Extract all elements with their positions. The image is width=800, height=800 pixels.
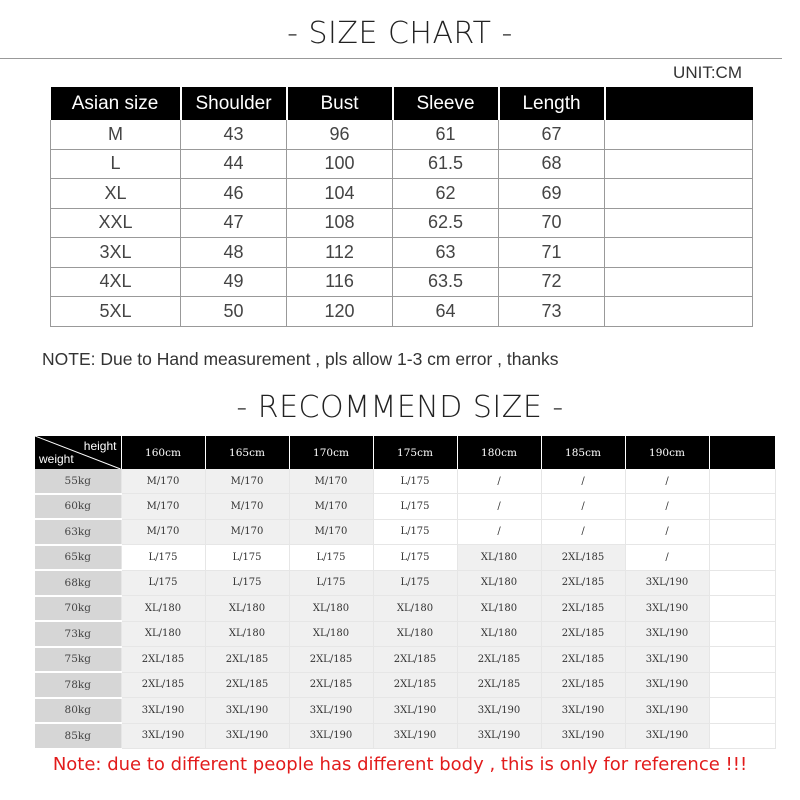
- recommend-value-cell: 3XL/190: [625, 698, 709, 724]
- recommend-value-cell: [709, 621, 775, 647]
- size-label-cell: 3XL: [51, 238, 181, 268]
- size-chart-table: [50, 87, 753, 327]
- recommend-value-cell: M/170: [205, 469, 289, 494]
- weight-label-cell: 73kg: [35, 621, 121, 647]
- recommend-value-cell: [709, 494, 775, 520]
- recommend-value-cell: 2XL/185: [205, 647, 289, 673]
- recommend-value-cell: 3XL/190: [289, 698, 373, 724]
- recommend-value-cell: [709, 596, 775, 622]
- recommend-value-cell: M/170: [121, 519, 205, 545]
- recommend-value-cell: M/170: [289, 519, 373, 545]
- size-value-cell: 64: [393, 297, 499, 327]
- size-value-cell: 68: [499, 149, 605, 179]
- size-value-cell: 70: [499, 208, 605, 238]
- recommend-value-cell: XL/180: [121, 596, 205, 622]
- recommend-value-cell: /: [625, 469, 709, 494]
- recommend-value-cell: /: [457, 519, 541, 545]
- recommend-value-cell: L/175: [289, 545, 373, 571]
- table-row: [35, 545, 775, 571]
- size-value-cell: 104: [287, 179, 393, 209]
- recommend-value-cell: L/175: [373, 545, 457, 571]
- size-label-cell: 5XL: [51, 297, 181, 327]
- recommend-value-cell: L/175: [373, 519, 457, 545]
- recommend-value-cell: XL/180: [205, 596, 289, 622]
- size-value-cell: 96: [287, 120, 393, 149]
- unit-label: UNIT:CM: [673, 63, 742, 82]
- recommend-value-cell: 3XL/190: [121, 723, 205, 749]
- recommend-value-cell: 3XL/190: [625, 723, 709, 749]
- table-row: [35, 723, 775, 749]
- size-value-cell: 61.5: [393, 149, 499, 179]
- recommend-value-cell: 3XL/190: [625, 621, 709, 647]
- size-value-cell: [605, 297, 753, 327]
- recommend-value-cell: /: [541, 494, 625, 520]
- size-value-cell: [605, 149, 753, 179]
- weight-label-cell: 60kg: [35, 494, 121, 520]
- recommend-value-cell: XL/180: [373, 621, 457, 647]
- recommend-value-cell: /: [457, 469, 541, 494]
- weight-axis-label: weight: [39, 452, 74, 466]
- recommend-value-cell: /: [625, 545, 709, 571]
- weight-label-cell: 55kg: [35, 469, 121, 494]
- size-header-cell: Length: [499, 87, 605, 120]
- recommend-value-cell: 2XL/185: [541, 647, 625, 673]
- size-value-cell: 116: [287, 267, 393, 297]
- recommend-value-cell: 2XL/185: [373, 672, 457, 698]
- height-header-cell: 165cm: [205, 436, 289, 469]
- recommend-value-cell: M/170: [205, 494, 289, 520]
- recommend-value-cell: 3XL/190: [541, 698, 625, 724]
- size-header-cell: Sleeve: [393, 87, 499, 120]
- recommend-value-cell: 2XL/185: [541, 672, 625, 698]
- recommend-value-cell: M/170: [121, 469, 205, 494]
- recommend-value-cell: L/175: [121, 545, 205, 571]
- recommend-value-cell: [709, 672, 775, 698]
- weight-label-cell: 70kg: [35, 596, 121, 622]
- recommend-value-cell: 3XL/190: [205, 698, 289, 724]
- size-value-cell: 46: [181, 179, 287, 209]
- size-value-cell: 69: [499, 179, 605, 209]
- size-value-cell: 112: [287, 238, 393, 268]
- size-value-cell: 61: [393, 120, 499, 149]
- recommend-value-cell: [709, 647, 775, 673]
- recommend-value-cell: 2XL/185: [289, 647, 373, 673]
- weight-label-cell: 78kg: [35, 672, 121, 698]
- recommend-value-cell: L/175: [205, 545, 289, 571]
- size-value-cell: 44: [181, 149, 287, 179]
- recommend-value-cell: 3XL/190: [625, 570, 709, 596]
- size-value-cell: 67: [499, 120, 605, 149]
- recommend-value-cell: 3XL/190: [373, 698, 457, 724]
- recommend-value-cell: XL/180: [121, 621, 205, 647]
- size-value-cell: [605, 267, 753, 297]
- table-row: [51, 267, 753, 297]
- recommend-value-cell: 3XL/190: [457, 723, 541, 749]
- recommend-value-cell: 2XL/185: [373, 647, 457, 673]
- recommend-value-cell: 2XL/185: [541, 570, 625, 596]
- table-row: [51, 238, 753, 268]
- reference-note: Note: due to different people has different body , this is only for reference !!!: [52, 754, 748, 775]
- table-row: [35, 621, 775, 647]
- weight-label-cell: 85kg: [35, 723, 121, 749]
- recommend-value-cell: M/170: [205, 519, 289, 545]
- size-label-cell: XXL: [51, 208, 181, 238]
- recommend-value-cell: 3XL/190: [625, 596, 709, 622]
- height-header-cell: 190cm: [625, 436, 709, 469]
- recommend-value-cell: 3XL/190: [289, 723, 373, 749]
- recommend-value-cell: L/175: [121, 570, 205, 596]
- size-label-cell: L: [51, 149, 181, 179]
- size-label-cell: XL: [51, 179, 181, 209]
- recommend-value-cell: XL/180: [457, 621, 541, 647]
- recommend-value-cell: 2XL/185: [289, 672, 373, 698]
- recommend-value-cell: /: [541, 469, 625, 494]
- corner-header-cell: [35, 436, 121, 469]
- size-value-cell: 50: [181, 297, 287, 327]
- recommend-value-cell: 2XL/185: [457, 672, 541, 698]
- recommend-value-cell: M/170: [289, 494, 373, 520]
- weight-label-cell: 75kg: [35, 647, 121, 673]
- recommend-value-cell: 2XL/185: [457, 647, 541, 673]
- recommend-value-cell: 3XL/190: [625, 647, 709, 673]
- size-value-cell: 63.5: [393, 267, 499, 297]
- weight-label-cell: 80kg: [35, 698, 121, 724]
- size-value-cell: 49: [181, 267, 287, 297]
- recommend-size-table: [35, 436, 776, 750]
- recommend-value-cell: [709, 519, 775, 545]
- height-axis-label: height: [83, 439, 117, 453]
- recommend-value-cell: [709, 545, 775, 571]
- recommend-value-cell: XL/180: [457, 570, 541, 596]
- size-value-cell: 100: [287, 149, 393, 179]
- size-value-cell: 71: [499, 238, 605, 268]
- recommend-value-cell: [709, 698, 775, 724]
- table-row: [35, 469, 775, 494]
- recommend-value-cell: XL/180: [457, 596, 541, 622]
- recommend-value-cell: L/175: [205, 570, 289, 596]
- recommend-value-cell: 3XL/190: [541, 723, 625, 749]
- recommend-value-cell: XL/180: [289, 596, 373, 622]
- recommend-value-cell: /: [541, 519, 625, 545]
- size-header-cell: [605, 87, 753, 120]
- measurement-note: NOTE: Due to Hand measurement , pls allow 1-3 cm error , thanks: [42, 349, 559, 369]
- title-divider: [0, 58, 782, 59]
- height-header-cell: 160cm: [121, 436, 205, 469]
- table-row: [35, 519, 775, 545]
- table-row: [51, 179, 753, 209]
- height-header-cell: 180cm: [457, 436, 541, 469]
- size-header-cell: Bust: [287, 87, 393, 120]
- recommend-value-cell: /: [625, 494, 709, 520]
- recommend-value-cell: 3XL/190: [205, 723, 289, 749]
- recommend-value-cell: 2XL/185: [541, 596, 625, 622]
- recommend-value-cell: 2XL/185: [121, 647, 205, 673]
- table-row: [35, 494, 775, 520]
- weight-label-cell: 68kg: [35, 570, 121, 596]
- recommend-value-cell: /: [625, 519, 709, 545]
- height-header-cell: [709, 436, 775, 469]
- size-value-cell: 62: [393, 179, 499, 209]
- recommend-value-cell: 3XL/190: [457, 698, 541, 724]
- size-value-cell: 72: [499, 267, 605, 297]
- size-value-cell: [605, 120, 753, 149]
- recommend-value-cell: XL/180: [289, 621, 373, 647]
- table-row: [51, 208, 753, 238]
- recommend-value-cell: [709, 570, 775, 596]
- recommend-size-title: - RECOMMEND SIZE -: [236, 390, 564, 425]
- height-header-cell: 170cm: [289, 436, 373, 469]
- table-row: [35, 570, 775, 596]
- recommend-value-cell: 2XL/185: [541, 621, 625, 647]
- recommend-value-cell: 2XL/185: [121, 672, 205, 698]
- table-row: [35, 698, 775, 724]
- weight-label-cell: 63kg: [35, 519, 121, 545]
- size-value-cell: 120: [287, 297, 393, 327]
- size-header-cell: Asian size: [51, 87, 181, 120]
- height-header-cell: 175cm: [373, 436, 457, 469]
- size-chart-title: - SIZE CHART -: [287, 16, 513, 51]
- recommend-value-cell: M/170: [121, 494, 205, 520]
- size-value-cell: 48: [181, 238, 287, 268]
- size-label-cell: M: [51, 120, 181, 149]
- table-row: [51, 149, 753, 179]
- recommend-value-cell: /: [457, 494, 541, 520]
- size-value-cell: 108: [287, 208, 393, 238]
- weight-label-cell: 65kg: [35, 545, 121, 571]
- recommend-value-cell: 3XL/190: [625, 672, 709, 698]
- recommend-value-cell: [709, 469, 775, 494]
- size-value-cell: 73: [499, 297, 605, 327]
- recommend-value-cell: 2XL/185: [205, 672, 289, 698]
- size-value-cell: 47: [181, 208, 287, 238]
- size-header-cell: Shoulder: [181, 87, 287, 120]
- size-value-cell: 43: [181, 120, 287, 149]
- size-value-cell: 62.5: [393, 208, 499, 238]
- recommend-value-cell: L/175: [373, 570, 457, 596]
- table-row: [35, 596, 775, 622]
- height-header-cell: 185cm: [541, 436, 625, 469]
- recommend-value-cell: L/175: [373, 494, 457, 520]
- table-row: [51, 297, 753, 327]
- recommend-value-cell: XL/180: [205, 621, 289, 647]
- recommend-value-cell: 3XL/190: [121, 698, 205, 724]
- size-value-cell: [605, 238, 753, 268]
- table-row: [35, 672, 775, 698]
- size-label-cell: 4XL: [51, 267, 181, 297]
- recommend-value-cell: L/175: [373, 469, 457, 494]
- size-value-cell: [605, 208, 753, 238]
- table-row: [51, 120, 753, 149]
- recommend-value-cell: XL/180: [373, 596, 457, 622]
- recommend-value-cell: [709, 723, 775, 749]
- recommend-value-cell: 3XL/190: [373, 723, 457, 749]
- table-row: [35, 647, 775, 673]
- recommend-value-cell: XL/180: [457, 545, 541, 571]
- recommend-value-cell: 2XL/185: [541, 545, 625, 571]
- recommend-value-cell: M/170: [289, 469, 373, 494]
- size-value-cell: [605, 179, 753, 209]
- size-value-cell: 63: [393, 238, 499, 268]
- recommend-value-cell: L/175: [289, 570, 373, 596]
